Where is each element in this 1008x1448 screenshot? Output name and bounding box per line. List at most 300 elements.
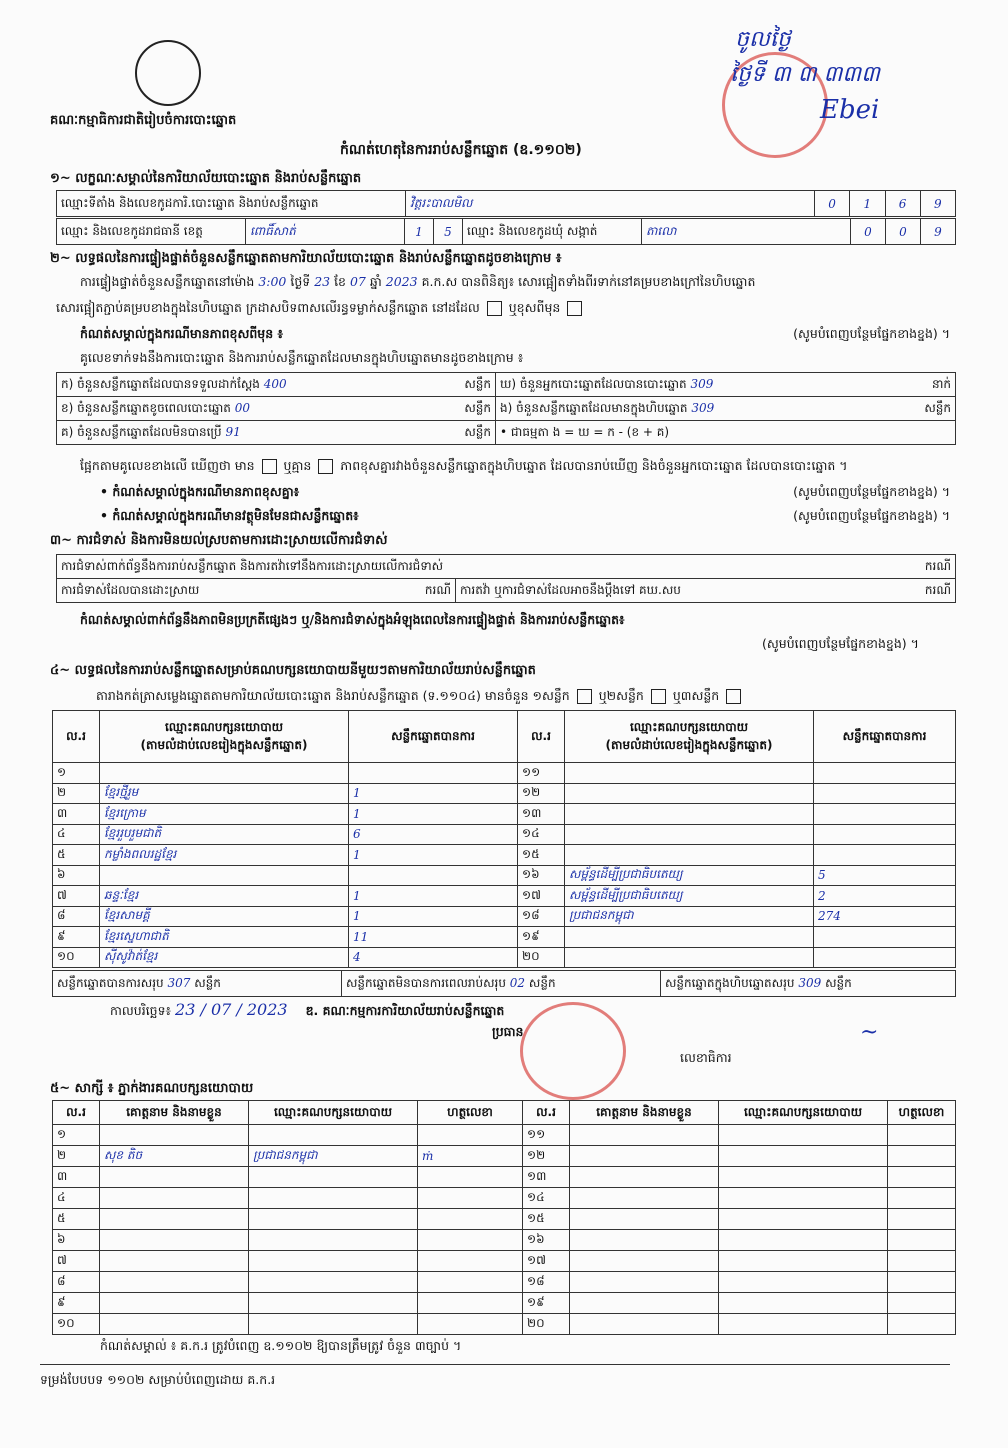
no-difference-checkbox[interactable] (318, 459, 333, 474)
count-value: 91 (225, 424, 241, 439)
row-no: ១៩ (518, 927, 565, 948)
witness-party (719, 1314, 888, 1335)
result-row (53, 906, 956, 927)
witness-signature (888, 1293, 956, 1314)
section3-note: កំណត់សម្គាល់ពាក់ព័ន្ធនឹងភាពមិនប្រក្រតីផ្សេងៗ ឬ/និងការជំទាស់ក្នុងអំឡុងពេលនៃការផ្ទៀងផ្ទាត់ និងការរាប់សន្លឹកឆ្នោត៖ (80, 612, 625, 627)
col-no: ល.រ (53, 711, 100, 763)
party-votes (814, 783, 956, 804)
counts-row (57, 421, 956, 445)
party-name (565, 763, 814, 784)
chair-label: ប្រធាន (492, 1024, 524, 1039)
witness-signature (418, 1125, 523, 1146)
appeal-unit: ករណី (924, 582, 951, 597)
row-no: ១១ (518, 763, 565, 784)
witness-party (249, 1314, 418, 1335)
row-no: ១៣ (523, 1167, 570, 1188)
count-label: ក) ចំនួនសន្លឹកឆ្នោតដែលបានទទួលដាក់ស្តែង (61, 376, 260, 391)
party-votes: 5 (814, 865, 956, 886)
witness-party (249, 1230, 418, 1251)
row-no: ៩ (53, 1293, 100, 1314)
para1-text-b: ថ្ងៃទី (290, 274, 311, 289)
witness-name (570, 1314, 719, 1335)
party-votes: 2 (814, 886, 956, 907)
party-votes (349, 865, 518, 886)
sub-text-3: ឬ៣សន្លឹក (672, 688, 720, 703)
witness-name (100, 1293, 249, 1314)
party-votes (814, 824, 956, 845)
bullet1-text: • កំណត់សម្គាល់ក្នុងករណីមានភាពខុសគ្នា៖ (100, 484, 300, 499)
total-valid-value: 307 (167, 975, 191, 990)
witness-party (249, 1188, 418, 1209)
witness-signature (888, 1125, 956, 1146)
witness-signature (418, 1167, 523, 1188)
one-sheet-checkbox[interactable] (577, 689, 592, 704)
w-col-no: ល.រ (53, 1101, 100, 1125)
witness-party (719, 1293, 888, 1314)
witness-signature (888, 1272, 956, 1293)
location-code-4: 9 (920, 191, 955, 217)
row-no: ១ (53, 763, 100, 784)
section1-table (56, 190, 956, 217)
org-name: គណៈកម្មាធិការជាតិរៀបចំការបោះឆ្នោត (50, 113, 237, 128)
party-votes: 6 (349, 824, 518, 845)
row-no: ១៨ (518, 906, 565, 927)
witness-row (53, 1230, 956, 1251)
secretary-label: លេខាធិការ (680, 1050, 732, 1065)
row-no: ៦ (53, 1230, 100, 1251)
bullet2-text: • កំណត់សម្គាល់ក្នុងករណីមានវត្ថុមិនមែនជាសន្លឹកឆ្នោត៖ (100, 508, 359, 523)
party-votes: 274 (814, 906, 956, 927)
section2-para1 (80, 274, 960, 293)
party-name (565, 927, 814, 948)
section1-heading: ១~ លក្ខណៈសម្គាល់នៃការិយាល័យបោះឆ្នោត និងរាប់សន្លឹកឆ្នោត (50, 171, 362, 186)
row-no: ៥ (53, 845, 100, 866)
witness-signature (888, 1209, 956, 1230)
witness-signature (888, 1230, 956, 1251)
witness-signature: ṁ (418, 1146, 523, 1167)
row-no: ៣ (53, 1167, 100, 1188)
col-no-2: ល.រ (518, 711, 565, 763)
row-no: ៤ (53, 824, 100, 845)
witness-signature (418, 1230, 523, 1251)
appeal-label: ការតវ៉ា ឬការជំទាស់ដែលអាចនឹងប្តឹងទៅ គឃ.សប (460, 582, 681, 597)
witness-name: សុខ តិច (100, 1146, 249, 1167)
witness-name (100, 1314, 249, 1335)
results-table (52, 710, 956, 968)
sub-text-2: ឬ២សន្លឹក (598, 688, 644, 703)
party-votes: 11 (349, 927, 518, 948)
count-unit: សន្លឹក (464, 424, 491, 439)
party-votes: 1 (349, 886, 518, 907)
formula-note: • ជាធម្មតា ង = ឃ = ក - (ខ + គ) (500, 424, 670, 439)
section3-heading: ៣~ ការជំទាស់ និងការមិនយល់ស្របតាមការដោះស្រាយលើការជំទាស់ (50, 533, 388, 548)
section2-para3: គូលេខទាក់ទងនឹងការបោះឆ្នោត និងការរាប់សន្លឹកឆ្នោតដែលមានក្នុងហិបឆ្នោតមានដូចខាងក្រោម ៖ (80, 350, 524, 365)
row-no: ១ (53, 1125, 100, 1146)
witness-name (570, 1251, 719, 1272)
row-no: ១៧ (518, 886, 565, 907)
counts-table (56, 372, 956, 445)
same-checkbox[interactable] (487, 301, 502, 316)
location-code-3: 6 (885, 191, 920, 217)
row-no: ៥ (53, 1209, 100, 1230)
row-no: ១០ (53, 947, 100, 968)
para4-text-b: ឬគ្មាន (283, 458, 312, 473)
witness-party (719, 1230, 888, 1251)
objection-unit: ករណី (924, 558, 951, 573)
witness-row (53, 1293, 956, 1314)
count-unit: សន្លឹក (464, 400, 491, 415)
party-votes: 1 (349, 906, 518, 927)
row-no: ៦ (53, 865, 100, 886)
total-box-label: សន្លឹកឆ្នោតក្នុងហិបឆ្នោតសរុប (665, 975, 795, 990)
province-value: ពោធិ៍សាត់ (246, 219, 405, 245)
witness-name (100, 1230, 249, 1251)
witness-signature (888, 1146, 956, 1167)
party-votes (814, 763, 956, 784)
section2-heading: ២~ លទ្ធផលនៃការផ្ទៀងផ្ទាត់ចំនួនសន្លឹកឆ្នោតតាមការិយាល័យបោះឆ្នោត និងរាប់សន្លឹកឆ្នោតដូចខាងក្រោម ៖ (50, 251, 562, 266)
witness-name (570, 1293, 719, 1314)
handwritten-note-3: Ebei (820, 95, 880, 125)
count-value: 400 (263, 376, 287, 391)
bullet1-hint: (សូមបំពេញបន្ថែមផ្នែកខាងខ្នង) ។ (793, 484, 950, 499)
handwritten-note-2: ថ្ងៃទី ៣ ៣ ៣៣៣ (730, 62, 880, 87)
results-body (53, 763, 956, 968)
row-no: ៨ (53, 1272, 100, 1293)
result-row (53, 886, 956, 907)
count-value: 309 (690, 376, 714, 391)
objections-table (56, 554, 956, 603)
location-code-2: 1 (850, 191, 885, 217)
witness-party: ប្រជាជនកម្ពុជា (249, 1146, 418, 1167)
party-name (100, 865, 349, 886)
totals-table (52, 970, 956, 997)
row-no: ៩ (53, 927, 100, 948)
section3-hint: (សូមបំពេញបន្ថែមផ្នែកខាងខ្នង) ។ (762, 636, 919, 651)
row-no: ១៣ (518, 804, 565, 825)
w-col-name: គោត្តនាម និងនាមខ្លួន (100, 1101, 249, 1125)
row-no: ៧ (53, 1251, 100, 1272)
different-checkbox[interactable] (567, 301, 582, 316)
witness-name (100, 1125, 249, 1146)
count-label: ខ) ចំនួនសន្លឹកឆ្នោតខូចពេលបោះឆ្នោត (61, 400, 231, 415)
party-votes (814, 947, 956, 968)
col-party-title: ឈ្មោះគណបក្សនយោបាយ (164, 719, 284, 734)
witness-signature (418, 1314, 523, 1335)
resolved-unit: ករណី (424, 582, 451, 597)
witness-signature (418, 1251, 523, 1272)
section4-sub (96, 688, 744, 707)
party-name: សម្ព័ន្ធដើម្បីប្រជាធិបតេយ្យ (565, 886, 814, 907)
col-votes: សន្លឹកឆ្នោតបានការ (349, 711, 518, 763)
witness-row (53, 1251, 956, 1272)
party-name: ខ្មែរក្រោម (100, 804, 349, 825)
bottom-form-note: ទម្រង់បែបបទ ១១០២ សម្រាប់បំពេញដោយ គ.ក.រ (40, 1372, 276, 1387)
para4-text: ផ្អែកតាមគូលេខខាងលើ ឃើញថា មាន (80, 458, 255, 473)
party-name (565, 804, 814, 825)
party-name: កម្លាំងពលរដ្ឋខ្មែរ (100, 845, 349, 866)
total-box (661, 971, 956, 997)
day-value: 23 (314, 274, 331, 289)
bottom-divider (40, 1364, 950, 1365)
witness-signature (888, 1188, 956, 1209)
objection-label: ការជំទាស់ពាក់ព័ន្ធនឹងការរាប់សន្លឹកឆ្នោត និងការតវ៉ាទៅនឹងការដោះស្រាយលើការជំទាស់ (61, 558, 444, 573)
witness-signature (418, 1293, 523, 1314)
row-no: ៣ (53, 804, 100, 825)
witness-name (570, 1209, 719, 1230)
witness-name (570, 1125, 719, 1146)
counts-row (57, 397, 956, 421)
party-name (565, 824, 814, 845)
section2-note (80, 326, 950, 345)
col-party (100, 711, 349, 763)
witness-name (570, 1146, 719, 1167)
row-no: ២ (53, 1146, 100, 1167)
time-value: 3:00 (258, 274, 287, 289)
witness-name (570, 1167, 719, 1188)
witness-name (100, 1251, 249, 1272)
row-no: ១០ (53, 1314, 100, 1335)
party-name (100, 763, 349, 784)
total-valid-unit: សន្លឹក (194, 975, 221, 990)
row-no: ១៤ (523, 1188, 570, 1209)
para1-text-c: ខែ (334, 274, 346, 289)
row-no: ១៧ (523, 1251, 570, 1272)
row-no: ១៨ (523, 1272, 570, 1293)
date-line (110, 1000, 504, 1022)
resolved-label: ការជំទាស់ដែលបានដោះស្រាយ (61, 582, 200, 597)
province-code-1: 1 (405, 219, 434, 245)
party-votes (814, 845, 956, 866)
count-value: 00 (234, 400, 251, 415)
total-invalid-label: សន្លឹកឆ្នោតមិនបានការពេលរាប់សរុប (346, 975, 506, 990)
party-name: សម្ព័ន្ធដើម្បីប្រជាធិបតេយ្យ (565, 865, 814, 886)
witness-party (719, 1188, 888, 1209)
date-value: 23 / 07 / 2023 (175, 1000, 288, 1019)
commune-label: ឈ្មោះ និងលេខកូដឃុំ សង្កាត់ (463, 219, 642, 245)
witness-signature (418, 1209, 523, 1230)
count-unit: នាក់ (931, 376, 951, 391)
count-label: គ) ចំនួនសន្លឹកឆ្នោតដែលមិនបានប្រើ (61, 424, 222, 439)
two-sheet-checkbox[interactable] (651, 689, 666, 704)
witness-signature (888, 1251, 956, 1272)
w-col-party: ឈ្មោះគណបក្សនយោបាយ (249, 1101, 418, 1125)
witness-row (53, 1188, 956, 1209)
party-name: ខ្មែរថ្មីរួម (100, 783, 349, 804)
total-valid-label: សន្លឹកឆ្នោតបានការសរុប (57, 975, 164, 990)
col-party-2 (565, 711, 814, 763)
total-invalid (342, 971, 661, 997)
party-name: ខ្មែរស្នេហាជាតិ (100, 927, 349, 948)
row-no: ១៩ (523, 1293, 570, 1314)
row-no: ៨ (53, 906, 100, 927)
party-name: ខ្មែរសាមគ្គី (100, 906, 349, 927)
bullet2-hint: (សូមបំពេញបន្ថែមផ្នែកខាងខ្នង) ។ (793, 508, 950, 523)
total-invalid-value: 02 (509, 975, 526, 990)
count-unit: សន្លឹក (924, 400, 951, 415)
total-valid (53, 971, 342, 997)
witness-row (53, 1125, 956, 1146)
witness-name (570, 1272, 719, 1293)
section4-heading: ៤~ លទ្ធផលនៃការរាប់សន្លឹកឆ្នោតសម្រាប់គណបក្សនយោបាយនីមួយៗតាមការិយាល័យរាប់សន្លឹកឆ្នោត (50, 663, 536, 678)
party-votes (814, 804, 956, 825)
row-no: ១២ (518, 783, 565, 804)
para4-text-c: ភាពខុសគ្នារវាងចំនួនសន្លឹកឆ្នោតក្នុងហិបឆ្នោត ដែលបានរាប់ឃើញ និងចំនួនអ្នកបោះឆ្នោត ដែលបានបោះឆ្នោត ។ (340, 458, 848, 473)
total-invalid-unit: សន្លឹក (528, 975, 556, 990)
red-stamp-chair (520, 1002, 626, 1100)
year-value: 2023 (385, 274, 418, 289)
commune-code-2: 0 (886, 219, 921, 245)
witness-name (100, 1209, 249, 1230)
section5-heading: ៥~ សាក្សី ៖ ភ្នាក់ងារគណបក្សនយោបាយ (50, 1081, 254, 1096)
party-name: ស៊ីសូវ៉ាត់ខ្មែរ (100, 947, 349, 968)
committee-label: ឌ. គណៈកម្មការការិយាល័យរាប់សន្លឹកឆ្នោត (305, 1003, 505, 1018)
commune-code-3: 9 (921, 219, 956, 245)
total-box-unit: សន្លឹក (825, 975, 852, 990)
result-row (53, 947, 956, 968)
witness-party (719, 1209, 888, 1230)
party-name (565, 845, 814, 866)
row-no: ១១ (523, 1125, 570, 1146)
party-votes: 1 (349, 804, 518, 825)
section2-para4 (80, 458, 960, 477)
witness-party (249, 1272, 418, 1293)
has-difference-checkbox[interactable] (262, 459, 277, 474)
witness-row (53, 1209, 956, 1230)
witness-signature (418, 1188, 523, 1209)
witness-name (570, 1188, 719, 1209)
witness-party (719, 1125, 888, 1146)
row-no: ៤ (53, 1188, 100, 1209)
w-col-party-2: ឈ្មោះគណបក្សនយោបាយ (719, 1101, 888, 1125)
witness-party (249, 1293, 418, 1314)
count-label: ឃ) ចំនួនអ្នកបោះឆ្នោតដែលបានបោះឆ្នោត (500, 376, 687, 391)
para1-text-d: ឆ្នាំ (369, 274, 382, 289)
witness-party (249, 1167, 418, 1188)
section2-para2 (56, 300, 585, 319)
col-party-subtitle-2: (តាមលំដាប់លេខរៀងក្នុងសន្លឹកឆ្នោត) (605, 737, 773, 752)
party-name: ឆន្ទៈខ្មែរ (100, 886, 349, 907)
col-votes-2: សន្លឹកឆ្នោតបានការ (814, 711, 956, 763)
witness-row (53, 1146, 956, 1167)
row-no: ១៦ (523, 1230, 570, 1251)
party-votes (349, 763, 518, 784)
witness-signature (888, 1167, 956, 1188)
party-votes: 4 (349, 947, 518, 968)
result-row (53, 824, 956, 845)
location-value: វិត្តរះបាលមិល (406, 191, 815, 217)
witness-party (249, 1251, 418, 1272)
section1-table-row2 (56, 218, 956, 245)
party-name (565, 947, 814, 968)
para1-text-e: គ.ក.ស បានពិនិត្យ៖ សោរផ្អៀតទាំងពីរទាក់នៅគម្របខាងក្រៅនៃហិបឆ្នោត (421, 274, 756, 289)
total-box-value: 309 (798, 975, 822, 990)
witness-name (100, 1167, 249, 1188)
footer-note: កំណត់សម្គាល់ ៖ គ.ក.រ ត្រូវបំពេញ ឧ.១១០២ ឱ្យបានត្រឹមត្រូវ ចំនួន ៣ច្បាប់ ។ (100, 1338, 462, 1353)
note-hint: (សូមបំពេញបន្ថែមផ្នែកខាងខ្នង) ។ (793, 326, 950, 341)
form-title: កំណត់ហេតុនៃការរាប់សន្លឹកឆ្នោត (ឧ.១១០២) (340, 142, 582, 158)
bullet-difference (100, 484, 950, 503)
bullet-foreign-object (100, 508, 950, 527)
row-no: ៧ (53, 886, 100, 907)
row-no: ១៦ (518, 865, 565, 886)
w-col-sign: ហត្ថលេខា (418, 1101, 523, 1125)
para1-text-a: ការផ្ទៀងផ្ទាត់ចំនួនសន្លឹកឆ្នោតនៅម៉ោង (80, 274, 255, 289)
witness-row (53, 1314, 956, 1335)
result-row (53, 865, 956, 886)
party-name: ខ្មែររួបរួមជាតិ (100, 824, 349, 845)
row-no: ២ (53, 783, 100, 804)
location-code-1: 0 (815, 191, 850, 217)
para2-text-b: ឬខុសពីមុន (508, 300, 561, 315)
note-label: កំណត់សម្គាល់ក្នុងករណីមានភាពខុសពីមុន ៖ (80, 326, 284, 341)
count-unit: សន្លឹក (464, 376, 491, 391)
three-sheet-checkbox[interactable] (726, 689, 741, 704)
party-name: ប្រជាជនកម្ពុជា (565, 906, 814, 927)
para2-text: សោរផ្អៀតភ្ជាប់គម្របខាងក្នុងនៃហិបឆ្នោត ក្រដាសបិទពាសលើរន្ធទម្លាក់សន្លឹកឆ្នោត នៅដដែល (56, 300, 480, 315)
row-no: ១២ (523, 1146, 570, 1167)
col-party-subtitle: (តាមលំដាប់លេខរៀងក្នុងសន្លឹកឆ្នោត) (140, 737, 308, 752)
w-col-no-2: ល.រ (523, 1101, 570, 1125)
row-no: ១៥ (523, 1209, 570, 1230)
witness-table (52, 1100, 956, 1335)
col-party-title-2: ឈ្មោះគណបក្សនយោបាយ (629, 719, 749, 734)
counts-row (57, 373, 956, 397)
row-no: ១៤ (518, 824, 565, 845)
witness-signature (888, 1314, 956, 1335)
commune-value: តាលោ (642, 219, 851, 245)
commune-code-1: 0 (851, 219, 886, 245)
emblem-logo (135, 40, 201, 106)
witness-party (249, 1209, 418, 1230)
count-label: ង) ចំនួនសន្លឹកឆ្នោតដែលមានក្នុងហិបឆ្នោត (500, 400, 688, 415)
result-row (53, 927, 956, 948)
result-row (53, 804, 956, 825)
sub-text: តារាងកត់ត្រាសម្លេងឆ្នោតតាមការិយាល័យបោះឆ្នោត និងរាប់សន្លឹកឆ្នោត (ទ.១១០៤) មានចំនួន ១សន្លឹក (96, 688, 570, 703)
witness-row (53, 1167, 956, 1188)
month-value: 07 (349, 274, 366, 289)
result-row (53, 763, 956, 784)
witness-body (53, 1125, 956, 1335)
result-row (53, 845, 956, 866)
witness-name (100, 1272, 249, 1293)
witness-party (719, 1272, 888, 1293)
count-value: 309 (691, 400, 715, 415)
party-name (565, 783, 814, 804)
row-no: ១៥ (518, 845, 565, 866)
province-code-2: 5 (434, 219, 463, 245)
witness-name (100, 1188, 249, 1209)
row-no: ២០ (523, 1314, 570, 1335)
date-label: កាលបរិច្ឆេទ៖ (110, 1003, 172, 1018)
w-col-name-2: គោត្តនាម និងនាមខ្លួន (570, 1101, 719, 1125)
result-row (53, 783, 956, 804)
w-col-sign-2: ហត្ថលេខា (888, 1101, 956, 1125)
witness-party (719, 1167, 888, 1188)
witness-party (249, 1125, 418, 1146)
party-votes: 1 (349, 845, 518, 866)
witness-party (719, 1146, 888, 1167)
location-label: ឈ្មោះទីតាំង និងលេខកូដការិ.បោះឆ្នោត និងរាប់សន្លឹកឆ្នោត (57, 191, 406, 217)
secretary-signature: ~ (860, 1020, 879, 1045)
witness-row (53, 1272, 956, 1293)
witness-signature (418, 1272, 523, 1293)
witness-party (719, 1251, 888, 1272)
handwritten-note-1: ចូលថ្ងៃ (735, 27, 791, 52)
party-votes (814, 927, 956, 948)
row-no: ២០ (518, 947, 565, 968)
party-votes: 1 (349, 783, 518, 804)
province-label: ឈ្មោះ និងលេខកូដរាជធានី ខេត្ត (57, 219, 246, 245)
